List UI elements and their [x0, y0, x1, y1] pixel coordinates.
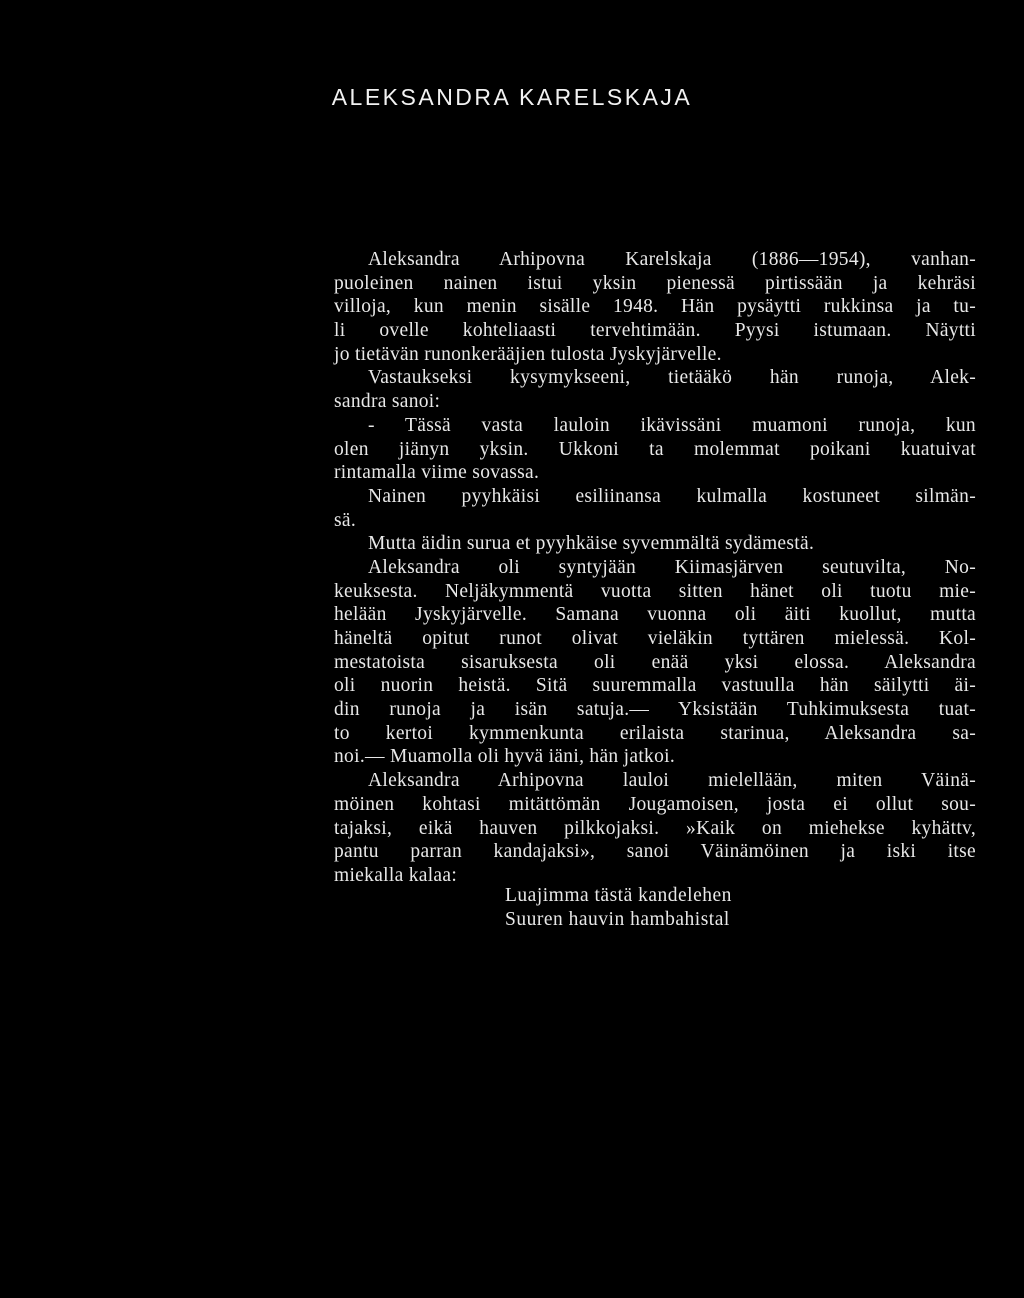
body-line: oli nuorin heistä. Sitä suuremmalla vastuulla hän säilytti äi-	[334, 675, 976, 697]
body-line: Nainen pyyhkäisi esiliinansa kulmalla kostuneet silmän-	[368, 485, 976, 507]
body-line: rintamalla viime sovassa.	[334, 462, 540, 484]
body-line: villoja, kun menin sisälle 1948. Hän pysäytti rukkinsa ja tu-	[334, 296, 976, 318]
body-line: din runoja ja isän satuja.— Yksistään Tuhkimuksesta tuat-	[334, 699, 976, 721]
body-line: Mutta äidin surua et pyyhkäise syvemmältä sydämestä.	[368, 533, 815, 555]
body-line: sandra sanoi:	[334, 391, 441, 413]
body-line: olen jiänyn yksin. Ukkoni ta molemmat poikani kuatuivat	[334, 438, 976, 460]
body-line: jo tietävän runonkerääjien tulosta Jyskyjärvelle.	[334, 343, 722, 365]
verse-line: Suuren hauvin hambahistal	[505, 909, 730, 930]
body-line: - Tässä vasta lauloin ikävissäni muamoni runoja, kun	[368, 414, 976, 436]
body-line: to kertoi kymmenkunta erilaista starinua, Aleksandra sa-	[334, 722, 976, 744]
verse-quote	[505, 884, 732, 932]
body-line: puoleinen nainen istui yksin pienessä pirtissään ja kehräsi	[334, 272, 976, 294]
body-line: miekalla kalaa:	[334, 864, 458, 886]
chapter-title: ALEKSANDRA KARELSKAJA	[331, 84, 693, 110]
body-line: häneltä opitut runot olivat vieläkin tyttären mielessä. Kol-	[334, 628, 976, 649]
body-line: noi.— Muamolla oli hyvä iäni, hän jatkoi.	[334, 746, 676, 768]
body-line: Aleksandra oli syntyjään Kiimasjärven seutuvilta, No-	[368, 556, 976, 578]
body-line: Aleksandra Arhipovna lauloi mielellään, miten Väinä-	[368, 770, 976, 792]
body-line: Aleksandra Arhipovna Karelskaja (1886—1954), vanhan-	[368, 249, 976, 270]
body-line: sä.	[334, 509, 357, 531]
body-line: pantu parran kandajaksi», sanoi Väinämöinen ja iski itse	[334, 841, 976, 863]
body-line: mestatoista sisaruksesta oli enää yksi elossa. Aleksandra	[334, 651, 976, 673]
body-text	[334, 248, 976, 888]
body-line: helään Jyskyjärvelle. Samana vuonna oli äiti kuollut, mutta	[334, 604, 976, 626]
body-line: keuksesta. Neljäkymmentä vuotta sitten hänet oli tuotu mie-	[334, 580, 976, 602]
body-line: li ovelle kohteliaasti tervehtimään. Pyysi istumaan. Näytti	[334, 320, 976, 342]
body-line: Vastaukseksi kysymykseeni, tietääkö hän runoja, Alek-	[368, 367, 976, 389]
body-line: möinen kohtasi mitättömän Jougamoisen, josta ei ollut sou-	[334, 793, 976, 815]
body-line: tajaksi, eikä hauven pilkkojaksi. »Kaik on miehekse kyhättv,	[334, 817, 976, 839]
verse-line: Luajimma tästä kandelehen	[505, 885, 732, 906]
